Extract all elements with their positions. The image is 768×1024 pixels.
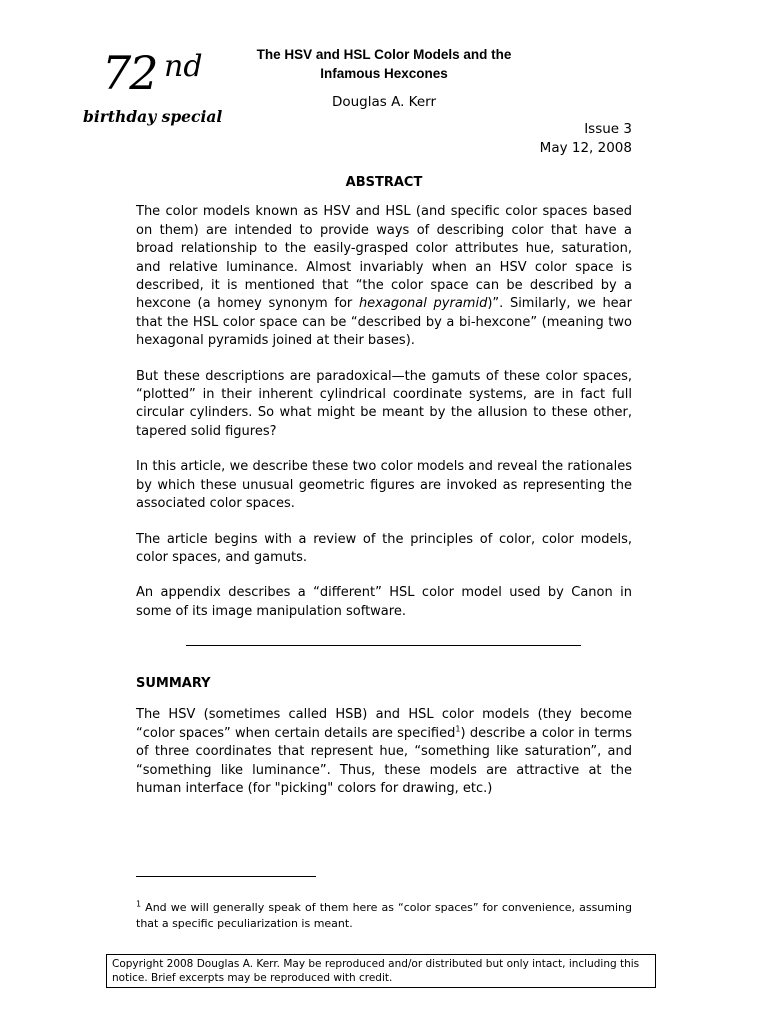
issue-block: [540, 120, 632, 158]
summary-p1-text-end: ) describe a color in terms of three coordinates that represent hue, “something like saturation”, and “something like luminance”. Thus, these models are attractive at the human interface (for "picking" colors for drawing, etc.): [136, 725, 632, 797]
summary-section: [136, 675, 632, 815]
copyright-notice: Copyright 2008 Douglas A. Kerr. May be reproduced and/or distributed but only intact, including this notice. Brief excerpts may be reproduced with credit.: [106, 954, 656, 988]
abstract-section: [136, 174, 632, 638]
summary-p1-text: The HSV (sometimes called HSB) and HSL color models (they become “color spaces” when certain details are specified: [136, 707, 632, 741]
abstract-paragraph-5: An appendix describes a “different” HSL color model used by Canon in some of its image manipulation software.: [136, 585, 632, 619]
abstract-heading: ABSTRACT: [345, 175, 423, 190]
issue-date: May 12, 2008: [539, 140, 632, 156]
abstract-paragraph-3: In this article, we describe these two color models and reveal the rationales by which these unusual geometric figures are invoked as representing the associated color spaces.: [136, 459, 632, 512]
summary-heading: SUMMARY: [136, 676, 211, 691]
title-line-2: Infamous Hexcones: [320, 66, 448, 81]
logo-number: 72: [102, 46, 157, 100]
summary-paragraph-1: [136, 706, 632, 798]
footnote-text: And we will generally speak of them here as “color spaces” for convenience, assuming that a specific peculiarization is meant.: [136, 901, 632, 930]
logo-superscript: nd: [164, 49, 203, 84]
abstract-paragraph-2: But these descriptions are paradoxical—the gamuts of these color spaces, “plotted” in their inherent cylindrical coordinate systems, are in fact full circular cylinders. So what might be meant by the allusion to these other, tapered solid figures?: [136, 368, 632, 439]
birthday-logo: [80, 44, 230, 136]
abstract-p1-italic: hexagonal pyramid: [358, 296, 488, 312]
document-title: [234, 45, 534, 83]
footnote: [136, 900, 632, 931]
section-divider: [186, 645, 581, 646]
title-line-1: The HSV and HSL Color Models and the: [256, 47, 512, 62]
footnote-marker: 1: [136, 899, 142, 909]
abstract-p1-text: The color models known as HSV and HSL (and specific color spaces based on them) are intended to provide ways of describing color that have a broad relationship to the easily-grasped color attributes hue, saturation, and relative luminance. Almost invariably when an HSV color space is described, it is mentioned that “the color space can be described by a hexcone (a homey synonym for: [136, 204, 632, 312]
author: Douglas A. Kerr: [331, 94, 437, 110]
issue-number: Issue 3: [584, 121, 632, 137]
abstract-paragraph-1: [136, 203, 632, 350]
footnote-reference: 1: [455, 724, 461, 734]
logo-subtitle: birthday special: [83, 107, 223, 126]
abstract-p1-text-end: )”. Similarly, we hear that the HSL color space can be “described by a bi-hexcone” (meaning two hexagonal pyramids joined at their bases).: [136, 296, 632, 349]
footnote-divider: [136, 876, 316, 877]
abstract-paragraph-4: The article begins with a review of the principles of color, color models, color spaces, and gamuts.: [136, 531, 632, 565]
